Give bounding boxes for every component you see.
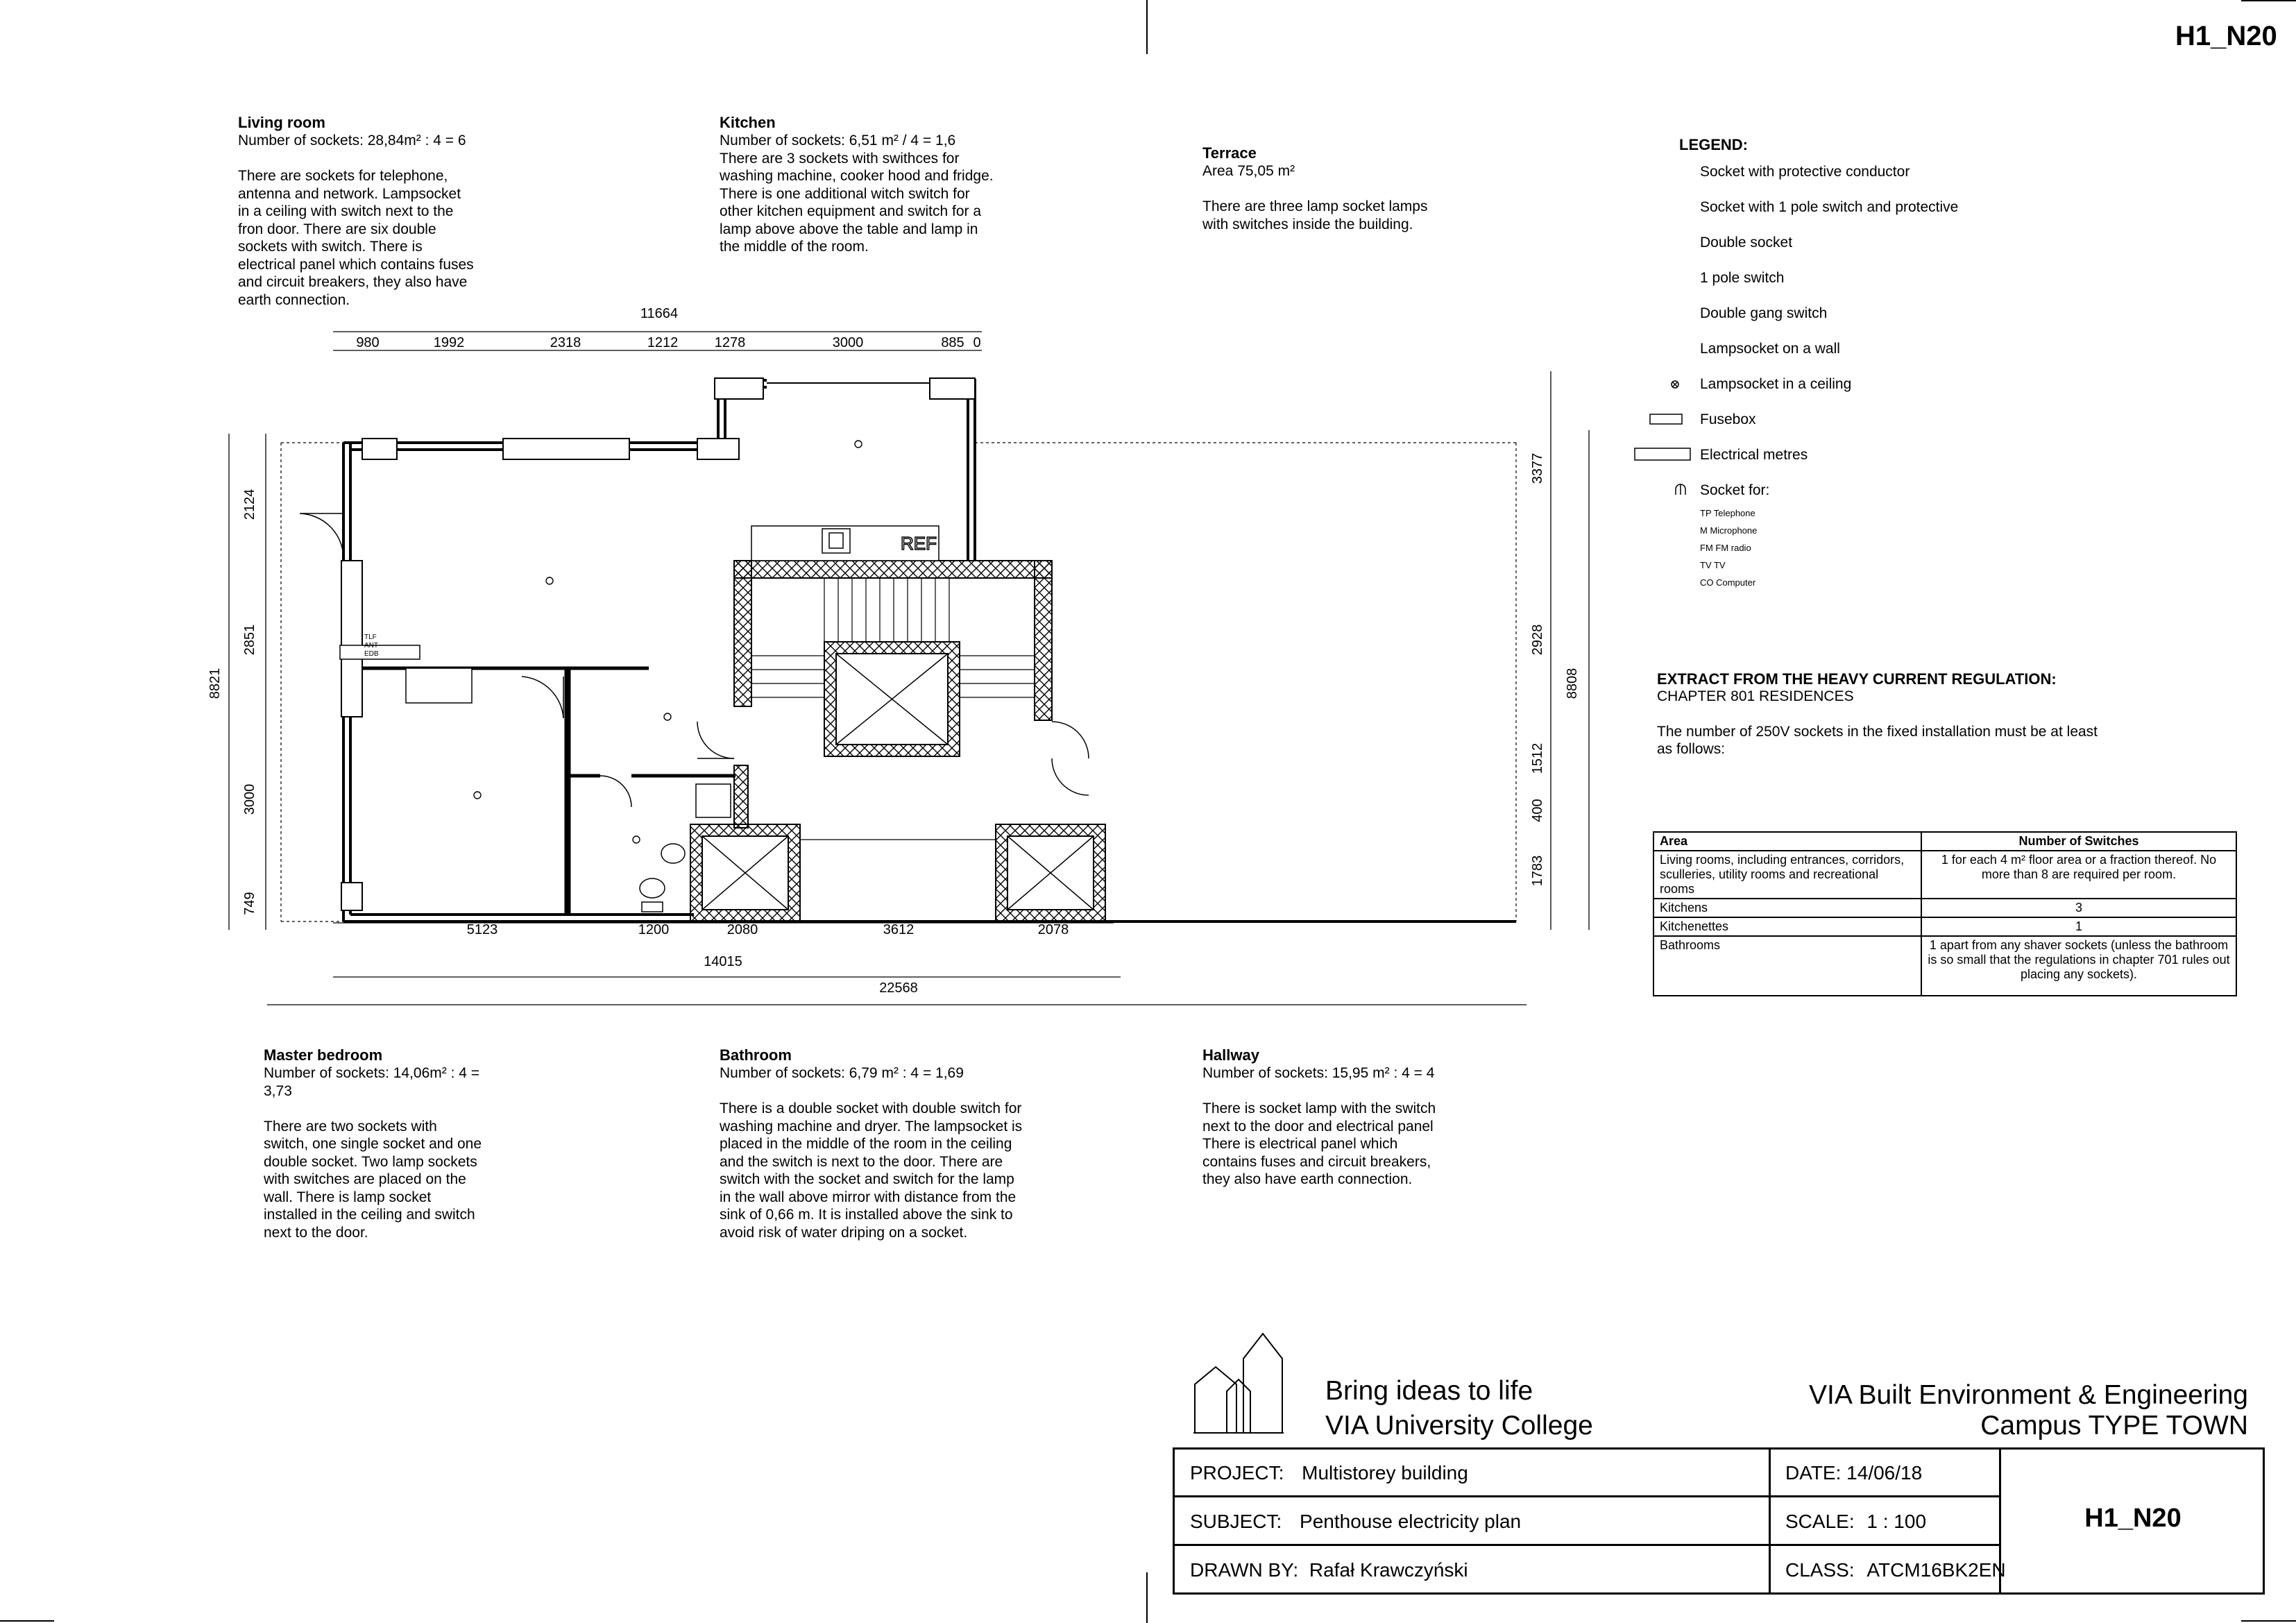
dim-right-label: 400 [1530,799,1545,822]
table-row [1653,936,2236,996]
note-master-bedroom-title: Master bedroom [264,1046,383,1064]
table-header-area: Area [1653,832,1921,851]
dim-right-label: 2928 [1530,624,1545,656]
panel-label: TLF [364,634,377,641]
dim-top-label: 980 [356,335,380,350]
note-terrace-body: Area 75,05 m² There are three lamp socket lamps with switches inside the building. [1202,163,1428,232]
interior-walls [362,668,735,915]
note-living-room-body: Number of sockets: 28,84m² : 4 = 6 There are sockets for telephone, antenna and network. Lampsocket in a ceiling with switch next to the fron door. There are six double sockets with switch. There is electrical panel which contains fuses and circuit breakers, they also have earth connection. [238,133,474,308]
note-kitchen-title: Kitchen [720,114,776,131]
dim-right [1551,371,1589,930]
legend-item-label: Double gang switch [1700,305,1828,321]
table-cell-area: Kitchenettes [1653,917,1921,936]
drawn-by-label: DRAWN BY: [1190,1559,1299,1581]
via-logo-icon [1193,1332,1298,1443]
dim-top-label: 885 [941,335,964,350]
table-cell-number: 1 for each 4 m² floor area or a fraction thereof. No more than 8 are required per room. [1921,851,2236,899]
socket-type-tp: TP Telephone [1700,508,1755,518]
legend-item-label: Electrical metres [1700,447,1808,463]
stair-core [690,561,1105,921]
date-value: 14/06/18 [1846,1462,1923,1484]
note-hallway [1202,1046,1494,1189]
legend-item-label: Socket with protective conductor [1700,164,1910,180]
note-hallway-title: Hallway [1202,1046,1259,1064]
dim-right-label: 3377 [1530,452,1545,484]
subject-label: SUBJECT: [1190,1511,1282,1532]
dim-top-label: 0 [973,335,981,350]
dim-bottom-label: 3612 [883,922,915,937]
dim-top-label: 1992 [433,335,465,350]
drawn-by-field [1190,1559,1468,1581]
scale-label: SCALE: [1785,1511,1855,1532]
table-cell-area: Bathrooms [1653,936,1921,996]
project-field [1190,1462,1468,1484]
dim-left-label: 3000 [242,783,257,815]
note-master-bedroom-body: Number of sockets: 14,06m² : 4 = 3,73 There are two sockets with switch, one single socket and one double socket. Two lamp sockets with switches are placed on the wall. There is lamp socket installed in the ceiling and switch next to the door. [264,1065,482,1241]
class-field [1785,1559,2006,1581]
dim-bottom-label: 2078 [1037,922,1069,937]
legend-item-label: Lampsocket in a ceiling [1700,376,1852,392]
project-value: Multistorey building [1302,1462,1468,1484]
title-block [1173,1447,2265,1595]
fusebox-icon [1649,413,1684,427]
special-socket-icon [1674,482,1687,498]
dim-right-label: 1512 [1530,742,1545,774]
scale-value: 1 : 100 [1866,1511,1927,1532]
panel-label: EDB [364,650,379,658]
legend-item-label: Lampsocket on a wall [1700,341,1840,357]
note-hallway-body: Number of sockets: 15,95 m² : 4 = 4 There is socket lamp with the switch next to the door and electrical panel There is electrical panel which contains fuses and circuit breakers, they also have earth connection. [1202,1065,1436,1187]
legend-item-label: 1 pole switch [1700,270,1785,286]
floor-plan [0,0,1596,1041]
sheet-fold-mark-bottom [1146,1572,1148,1623]
dim-bottom-total: 14015 [704,954,742,969]
ceiling-lamp-icon [1668,377,1682,391]
regulation-intro: The number of 250V sockets in the fixed installation must be at least as follows: [1657,724,2098,757]
dim-left-label: 2851 [242,624,257,656]
class-value: ATCM16BK2EN [1866,1559,2006,1581]
scale-field [1785,1511,1926,1533]
dim-top-total: 11664 [640,306,679,321]
dim-bottom-label: 1200 [638,922,670,937]
socket-type-co: CO Computer [1700,577,1756,588]
school-line1: VIA Built Environment & Engineering [1808,1380,2248,1410]
regulation-table [1653,831,2237,996]
dim-right-total: 8808 [1565,668,1580,699]
dim-top-label: 2318 [550,335,581,350]
date-field [1785,1462,1922,1484]
legend-item-label: Fusebox [1700,411,1756,427]
legend-item-label: Double socket [1700,235,1793,250]
note-bathroom-title: Bathroom [720,1046,792,1064]
subject-field [1190,1511,1521,1533]
meter-icon [1634,447,1692,462]
dim-bottom-label: 2080 [726,922,758,937]
table-header-number: Number of Switches [1921,832,2236,851]
table-cell-area: Living rooms, including entrances, corridors, sculleries, utility rooms and recreational rooms [1653,851,1921,899]
kitchen-counter [751,526,939,561]
drawing-number: H1_N20 [2175,21,2277,51]
project-label: PROJECT: [1190,1462,1284,1484]
doors [300,513,1089,807]
dim-left-label: 2124 [242,488,257,520]
socket-type-tv: TV TV [1700,560,1726,570]
brand-college: VIA University College [1325,1411,1593,1441]
socket-protective-icon [1631,161,1665,178]
dim-top-label: 1278 [714,335,746,350]
socket-type-fm: FM FM radio [1700,543,1751,553]
school-line2: Campus TYPE TOWN [1980,1411,2248,1441]
ref-label: REF [901,533,937,554]
dim-bottom-total: 22568 [879,980,918,996]
sheet-number: H1_N20 [2084,1504,2182,1533]
brand-tagline: Bring ideas to life [1325,1376,1533,1406]
dim-top-label: 1212 [647,335,679,350]
ceiling-lamps [474,441,862,843]
table-cell-number: 1 apart from any shaver sockets (unless the bathroom is so small that the regulations in chapter 701 rules out placing any sockets). [1921,936,2236,996]
legend-title: LEGEND: [1679,136,1748,153]
table-cell-area: Kitchens [1653,899,1921,917]
drawn-by-value: Rafał Krawczyński [1309,1559,1468,1581]
sheet-edge-mark-right-top [2241,0,2296,1]
dim-left-label: 749 [242,892,257,915]
dim-left-total: 8821 [207,668,223,699]
note-bathroom-body: Number of sockets: 6,79 m² : 4 = 1,69 There is a double socket with double switch for washing machine and dryer. The lampsocket is placed in the middle of the room in the ceiling and the switch is next to the door. There are switch with the socket and switch for the lamp in the wall above mirror with distance from the sink of 0,66 m. It is installed above the sink to avoid risk of water driping on a socket. [720,1065,1023,1241]
regulation-title: EXTRACT FROM THE HEAVY CURRENT REGULATION: [1657,670,2057,688]
socket-type-m: M Microphone [1700,525,1758,536]
table-row [1653,917,2236,936]
legend-item-label: Socket for: [1700,482,1770,498]
table-row [1653,851,2236,899]
title-block-divider-h2 [1175,1544,1999,1546]
table-cell-number: 1 [1921,917,2236,936]
title-block-divider-v1 [1769,1450,1771,1592]
note-bathroom [720,1046,1080,1241]
table-header-row [1653,832,2236,851]
table-row [1653,899,2236,917]
regulation-chapter: CHAPTER 801 RESIDENCES [1657,688,1854,704]
dim-bottom-label: 5123 [466,922,498,937]
note-terrace-title: Terrace [1202,144,1257,162]
sheet-edge-mark-left [0,1620,54,1622]
sheet-edge-mark-right [2241,1620,2296,1622]
legend-item-label: Socket with 1 pole switch and protective [1700,199,1959,215]
dim-top-label: 3000 [832,335,864,350]
panel-label: ANT [364,642,378,649]
table-cell-number: 3 [1921,899,2236,917]
class-label: CLASS: [1785,1559,1855,1581]
subject-value: Penthouse electricity plan [1300,1511,1522,1532]
note-master-bedroom [264,1046,527,1241]
dim-right-label: 1783 [1530,855,1545,887]
title-block-divider-h1 [1175,1495,1999,1497]
date-label: DATE: [1785,1462,1842,1484]
note-kitchen-body: Number of sockets: 6,51 m² / 4 = 1,6 There are 3 sockets with swithces for washing machine, cooker hood and fridge. There is one additional witch switch for other kitchen equipment and switch for a lamp above above the table and lamp in the middle of the room. [720,133,994,255]
note-living-room-title: Living room [238,114,325,131]
